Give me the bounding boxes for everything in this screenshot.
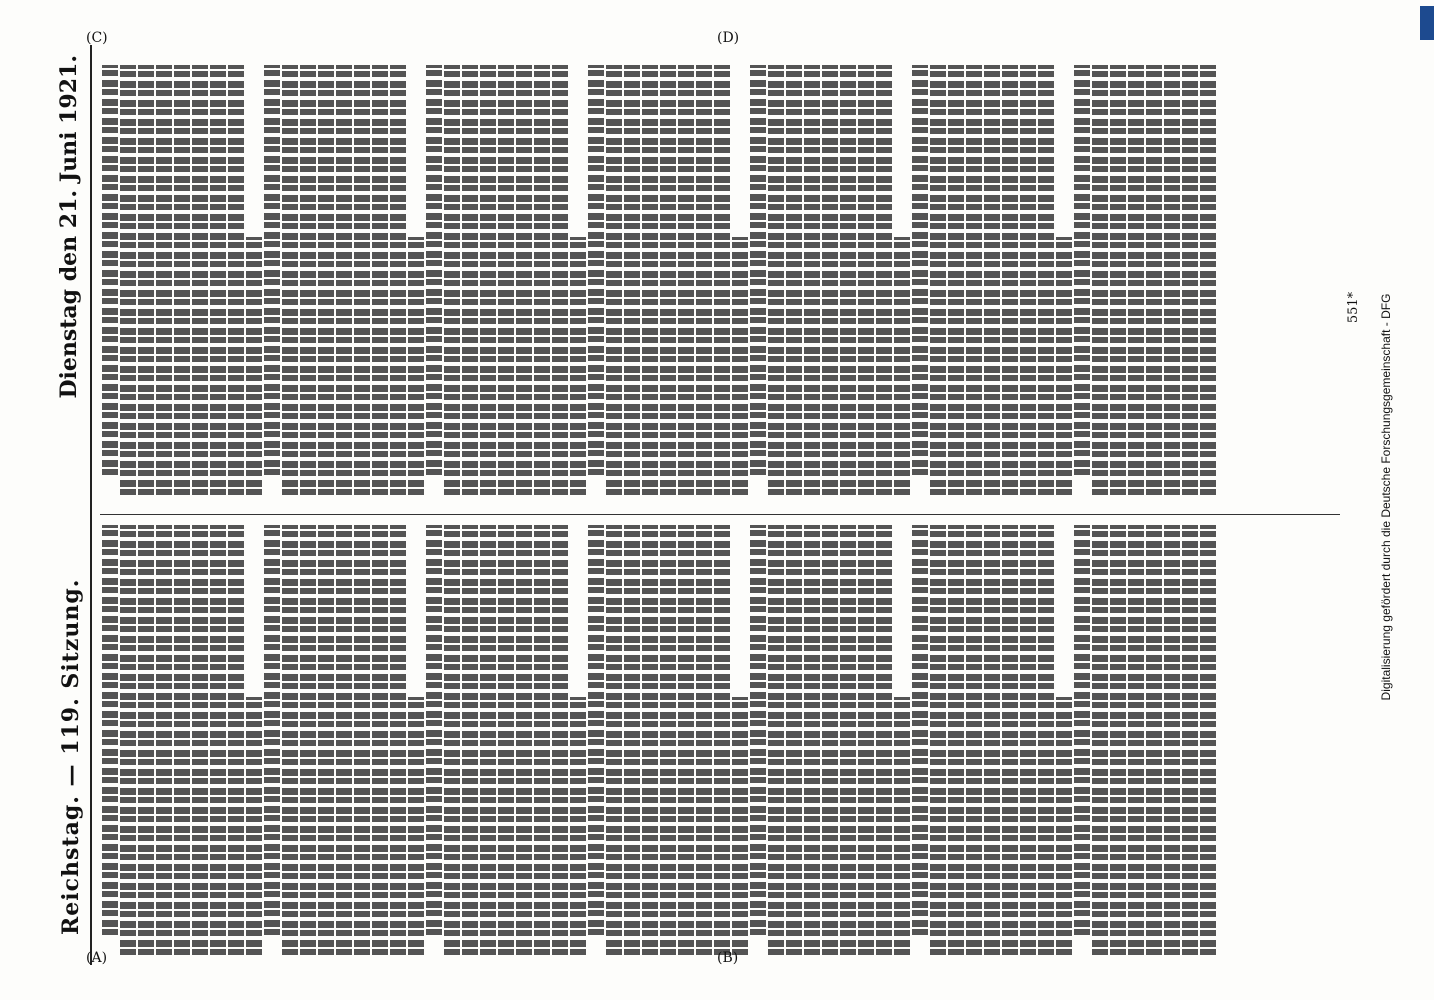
text-line bbox=[264, 525, 280, 935]
text-line bbox=[1002, 525, 1018, 955]
text-line bbox=[1110, 65, 1126, 495]
text-line bbox=[228, 525, 244, 955]
text-line bbox=[1110, 525, 1126, 955]
text-line bbox=[1020, 525, 1036, 955]
text-line bbox=[840, 65, 856, 495]
margin-marker-a: (A) bbox=[86, 950, 108, 966]
text-line bbox=[660, 65, 676, 495]
header-left: Reichstag. — 119. Sitzung. bbox=[58, 578, 84, 935]
credit-text: Digitalisierung gefördert durch die Deutsche Forschungsgemeinschaft - DFG bbox=[1379, 293, 1393, 701]
text-line bbox=[624, 65, 640, 495]
text-line bbox=[336, 525, 352, 955]
rotated-page bbox=[50, 45, 1360, 965]
text-line bbox=[1074, 65, 1090, 475]
text-line bbox=[390, 525, 406, 955]
text-line bbox=[1092, 65, 1108, 495]
margin-marker-d: (D) bbox=[717, 30, 740, 46]
text-line bbox=[390, 65, 406, 495]
text-line bbox=[264, 65, 280, 475]
column-divider bbox=[100, 514, 1340, 515]
text-line bbox=[714, 65, 730, 495]
text-line bbox=[1002, 65, 1018, 495]
text-line bbox=[1164, 65, 1180, 495]
text-line bbox=[732, 237, 748, 495]
text-line bbox=[552, 525, 568, 955]
text-line bbox=[606, 525, 622, 955]
text-line bbox=[192, 65, 208, 495]
text-line bbox=[786, 65, 802, 495]
text-line bbox=[1128, 65, 1144, 495]
page-header bbox=[50, 45, 92, 965]
text-line bbox=[570, 697, 586, 955]
credit-bar bbox=[1376, 20, 1392, 980]
text-line bbox=[984, 525, 1000, 955]
text-line bbox=[948, 525, 964, 955]
text-line bbox=[552, 65, 568, 495]
text-line bbox=[228, 65, 244, 495]
text-line bbox=[462, 65, 478, 495]
text-line bbox=[336, 65, 352, 495]
text-line bbox=[750, 525, 766, 935]
text-line bbox=[156, 65, 172, 495]
text-line bbox=[1164, 525, 1180, 955]
text-line bbox=[696, 525, 712, 955]
text-line bbox=[1038, 65, 1054, 495]
text-line bbox=[102, 525, 118, 935]
text-line bbox=[768, 65, 784, 495]
text-line bbox=[1182, 525, 1198, 955]
text-line bbox=[498, 525, 514, 955]
text-line bbox=[750, 65, 766, 475]
text-line bbox=[912, 525, 928, 935]
text-line bbox=[534, 525, 550, 955]
text-line bbox=[102, 65, 118, 475]
dfg-logo bbox=[1420, 6, 1434, 40]
text-line bbox=[372, 525, 388, 955]
text-line bbox=[714, 525, 730, 955]
text-line bbox=[1128, 525, 1144, 955]
text-line bbox=[282, 65, 298, 495]
text-line bbox=[444, 65, 460, 495]
text-line bbox=[948, 65, 964, 495]
text-line bbox=[840, 525, 856, 955]
text-line bbox=[210, 525, 226, 955]
text-line bbox=[498, 65, 514, 495]
text-line bbox=[606, 65, 622, 495]
text-line bbox=[570, 237, 586, 495]
text-line bbox=[1200, 65, 1216, 495]
text-line bbox=[354, 525, 370, 955]
text-line bbox=[480, 65, 496, 495]
text-line bbox=[858, 65, 874, 495]
text-line bbox=[372, 65, 388, 495]
text-line bbox=[696, 65, 712, 495]
sheet-number: 551* bbox=[1346, 291, 1362, 324]
margin-marker-b: (B) bbox=[717, 950, 739, 966]
text-line bbox=[462, 525, 478, 955]
text-line bbox=[966, 65, 982, 495]
text-line bbox=[588, 525, 604, 935]
text-line bbox=[192, 525, 208, 955]
text-line bbox=[930, 65, 946, 495]
text-line bbox=[1020, 65, 1036, 495]
text-line bbox=[930, 525, 946, 955]
text-line bbox=[444, 525, 460, 955]
text-line bbox=[588, 65, 604, 475]
text-line bbox=[318, 65, 334, 495]
column-left bbox=[100, 525, 1350, 955]
text-line bbox=[534, 65, 550, 495]
text-line bbox=[1074, 525, 1090, 935]
text-line bbox=[876, 525, 892, 955]
text-line bbox=[660, 525, 676, 955]
text-line bbox=[1056, 237, 1072, 495]
text-line bbox=[678, 525, 694, 955]
text-line bbox=[1200, 525, 1216, 955]
text-line bbox=[678, 65, 694, 495]
text-line bbox=[426, 525, 442, 935]
text-line bbox=[822, 525, 838, 955]
text-line bbox=[894, 237, 910, 495]
text-line bbox=[210, 65, 226, 495]
text-line bbox=[642, 65, 658, 495]
text-line bbox=[624, 525, 640, 955]
text-line bbox=[786, 525, 802, 955]
text-line bbox=[120, 525, 136, 955]
text-line bbox=[732, 697, 748, 955]
text-line bbox=[300, 65, 316, 495]
text-line bbox=[804, 525, 820, 955]
text-line bbox=[1146, 65, 1162, 495]
text-line bbox=[174, 65, 190, 495]
text-line bbox=[516, 525, 532, 955]
text-line bbox=[408, 237, 424, 495]
text-line bbox=[1056, 697, 1072, 955]
text-line bbox=[480, 525, 496, 955]
header-right: Dienstag den 21. Juni 1921. bbox=[56, 55, 82, 399]
text-line bbox=[282, 525, 298, 955]
text-line bbox=[876, 65, 892, 495]
text-line bbox=[966, 525, 982, 955]
text-line bbox=[354, 65, 370, 495]
text-line bbox=[516, 65, 532, 495]
text-line bbox=[138, 525, 154, 955]
text-line bbox=[642, 525, 658, 955]
text-line bbox=[912, 65, 928, 475]
text-line bbox=[984, 65, 1000, 495]
text-line bbox=[822, 65, 838, 495]
text-line bbox=[246, 697, 262, 955]
text-line bbox=[138, 65, 154, 495]
text-line bbox=[1038, 525, 1054, 955]
text-line bbox=[120, 65, 136, 495]
margin-marker-c: (C) bbox=[86, 30, 108, 46]
text-line bbox=[174, 525, 190, 955]
text-line bbox=[426, 65, 442, 475]
text-line bbox=[1146, 525, 1162, 955]
text-line bbox=[318, 525, 334, 955]
text-line bbox=[408, 697, 424, 955]
text-line bbox=[894, 697, 910, 955]
column-right bbox=[100, 65, 1350, 495]
text-line bbox=[804, 65, 820, 495]
text-line bbox=[1182, 65, 1198, 495]
text-line bbox=[246, 237, 262, 495]
text-line bbox=[858, 525, 874, 955]
text-line bbox=[300, 525, 316, 955]
text-line bbox=[156, 525, 172, 955]
text-line bbox=[1092, 525, 1108, 955]
text-line bbox=[768, 525, 784, 955]
